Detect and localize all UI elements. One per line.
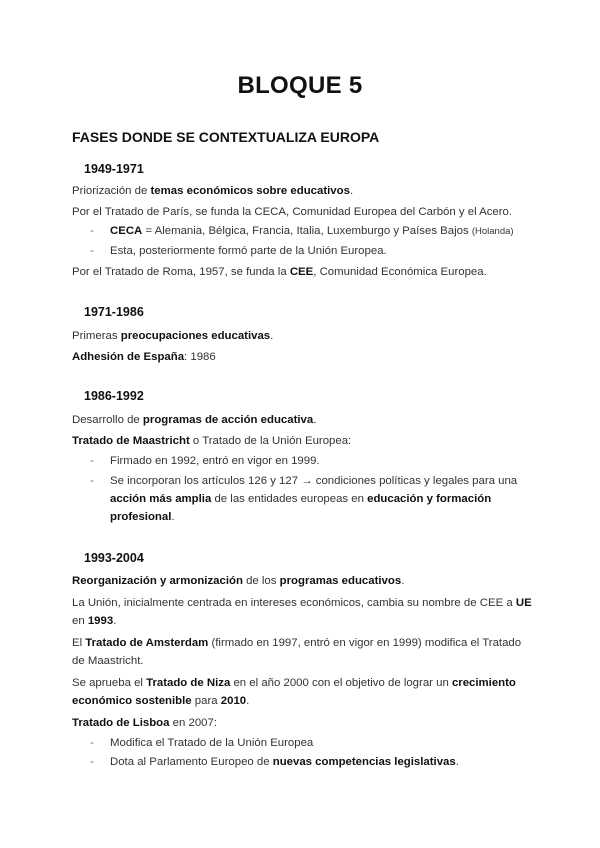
bullet-dash: - <box>90 245 94 257</box>
period-heading: 1993-2004 <box>84 551 144 565</box>
bullet-dash: - <box>90 455 94 467</box>
page-title: BLOQUE 5 <box>237 72 363 99</box>
period-heading: 1971-1986 <box>84 305 144 319</box>
paragraph: La Unión, inicialmente centrada en intereses económicos, cambia su nombre de CEE a UE en 1993. <box>72 597 532 627</box>
paragraph: Tratado de Maastricht o Tratado de la Unión Europea: <box>72 435 352 447</box>
section-heading: FASES DONDE SE CONTEXTUALIZA EUROPA <box>72 129 380 145</box>
paragraph: Desarrollo de programas de acción educativa. <box>72 414 317 426</box>
paragraph: Reorganización y armonización de los programas educativos. <box>72 575 405 587</box>
bullet-dash: - <box>90 737 94 749</box>
bullet-dash: - <box>90 225 94 237</box>
paragraph: Se aprueba el Tratado de Niza en el año 2000 con el objetivo de lograr un crecimiento económico sostenible para 2010. <box>72 677 516 707</box>
paragraph: Por el Tratado de Roma, 1957, se funda la CEE, Comunidad Económica Europea. <box>72 266 487 278</box>
paragraph: Priorización de temas económicos sobre educativos. <box>72 185 354 197</box>
period-heading: 1986-1992 <box>84 389 144 403</box>
period-heading: 1949-1971 <box>84 162 144 176</box>
document-page: BLOQUE 5 FASES DONDE SE CONTEXTUALIZA EUROPA 1949-1971 Priorización de temas económicos sobre educativos. Por el Tratado de París, se funda la CECA, Comunidad Europea del Carbón y el Acero. - CECA = Alemania, Bélgica, Francia, Italia, Luxemburgo y Países Bajos (Holanda) - Esta, posteriormente formó parte de la Unión Europea. Por el Tratado de Roma, 1957, se funda la CEE, Comunidad Económica Europea. 1971-1986 Primeras preocupaciones educativas. Adhesión de España: 1986 1986-1992 Desarrollo de programas de acción educativa. Tratado de Maastricht o Tratado de la Unión Europea: - Firmado en 1992, entró en vigor en 1999. - Se incorporan los artículos 126 y 127 → condiciones políticas y legales para una acción más amplia de las entidades europeas en educación y formación profesional. 1993-2004 Reorganización y armonización de los programas educativos. La Unión, inicialmente centrada en intereses económicos, cambia su nombre de CEE a UE en 1993. El Tratado de Amsterdam (firmado en 1997, entró en vigor en 1999) modifica el Tratado de Maastricht. Se aprueba el Tratado de Niza en el año 2000 con el objetivo de lograr un crecimiento económico sostenible para 2010. Tratado de Lisboa en 2007: - Modifica el Tratado de la Unión Europea - Dota al Parlamento Europeo de nuevas competencias legislativas. <box>0 0 600 848</box>
paragraph: Por el Tratado de París, se funda la CECA, Comunidad Europea del Carbón y el Acero. <box>72 206 513 218</box>
paragraph: Primeras preocupaciones educativas. <box>72 330 274 342</box>
paragraph: Adhesión de España: 1986 <box>72 351 216 363</box>
bullet-dash: - <box>90 756 94 768</box>
bullet-dash: - <box>90 475 94 487</box>
paragraph: El Tratado de Amsterdam (firmado en 1997, entró en vigor en 1999) modifica el Tratado de Maastricht. <box>72 637 522 667</box>
paragraph: Tratado de Lisboa en 2007: <box>72 717 217 729</box>
